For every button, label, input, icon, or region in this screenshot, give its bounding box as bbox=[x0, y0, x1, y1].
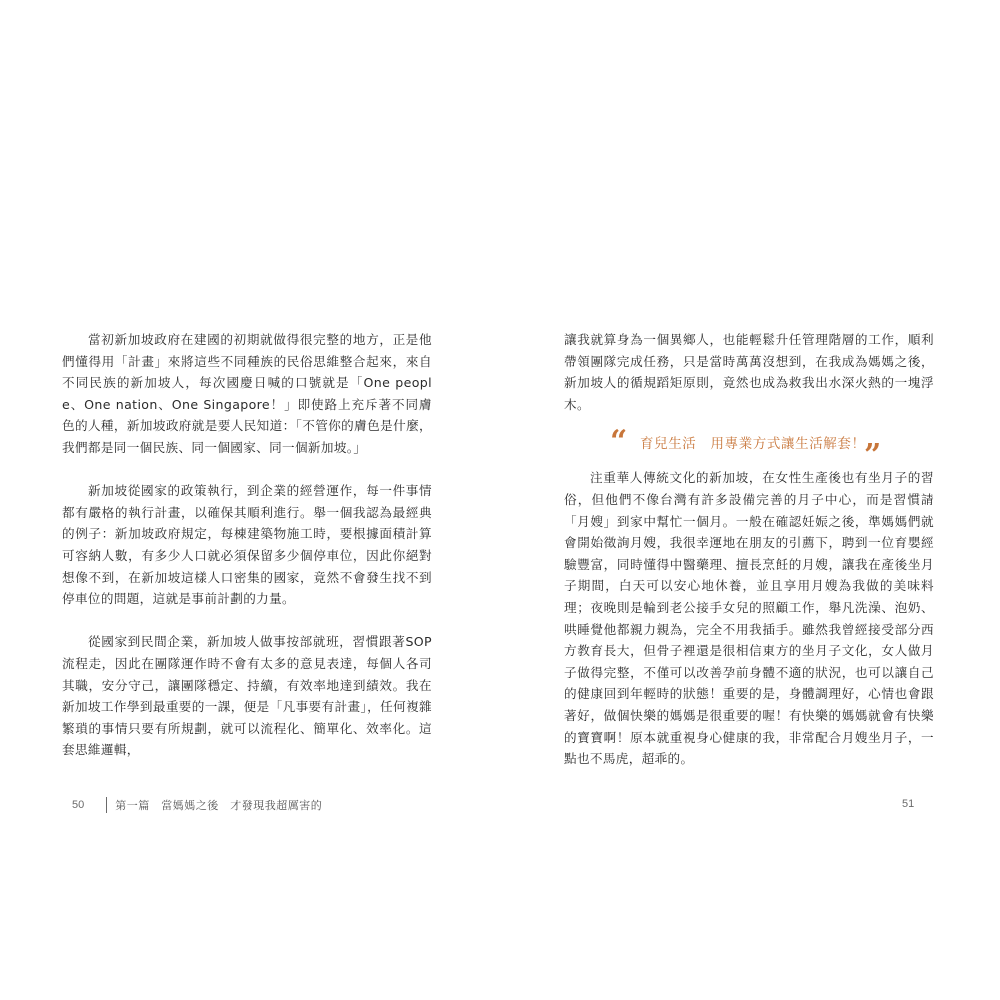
body-paragraph: 新加坡從國家的政策執行，到企業的經營運作，每一件事情都有嚴格的執行計畫，以確保其順利進行。舉一個我認為最經典的例子：新加坡政府規定，每棟建築物施工時，要根據面積計算可容納人數，有多少人口就必須保留多少個停車位，因此你絕對想像不到，在新加坡這樣人口密集的國家，竟然不會發生找不到停車位的問題，這就是事前計劃的力量。 bbox=[62, 483, 432, 607]
subheading-text: 育兒生活 用專業方式讓生活解套！ bbox=[640, 436, 866, 453]
page-number: 50 bbox=[72, 799, 85, 811]
footer-divider bbox=[106, 797, 107, 813]
body-paragraph: 讓我就算身為一個異鄉人，也能輕鬆升任管理階層的工作，順利帶領團隊完成任務，只是當時萬萬沒想到，在我成為媽媽之後，新加坡人的循規蹈矩原則，竟然也成為救我出水深火熱的一塊浮木。 bbox=[564, 332, 934, 412]
body-paragraph: 從國家到民間企業，新加坡人做事按部就班，習慣跟著SOP流程走，因此在團隊運作時不會有太多的意見表達，每個人各司其職，安分守己，讓團隊穩定、持續，有效率地達到績效。我在新加坡工作學到最重要的一課，便是「凡事要有計畫」，任何複雜繁瑣的事情只要有所規劃，就可以流程化、簡單化、效率化。這套思維邏輯， bbox=[62, 634, 432, 758]
right-text-column bbox=[564, 329, 934, 770]
close-quote-icon: ” bbox=[864, 438, 882, 474]
right-page bbox=[500, 0, 1000, 1000]
right-page-footer bbox=[902, 797, 928, 810]
open-quote-icon: “ bbox=[610, 424, 628, 460]
page-number: 51 bbox=[902, 798, 915, 810]
body-paragraph: 注重華人傳統文化的新加坡，在女性生產後也有坐月子的習俗，但他們不像台灣有許多設備完善的月子中心，而是習慣請「月嫂」到家中幫忙一個月。一般在確認妊娠之後，準媽媽們就會開始徵詢月嫂，我很幸運地在朋友的引薦下，聘到一位育嬰經驗豐富，同時懂得中醫藥理、擅長烹飪的月嫂，讓我在產後坐月子期間，白天可以安心地休養，並且享用月嫂為我做的美味料理；夜晚則是輪到老公接手女兒的照顧工作，舉凡洗澡、泡奶、哄睡覺他都親力親為，完全不用我插手。雖然我曾經接受部分西方教育長大，但骨子裡還是很相信東方的坐月子文化，女人做月子做得完整，不僅可以改善孕前身體不適的狀況，也可以讓自己的健康回到年輕時的狀態！重要的是，身體調理好，心情也會跟著好，做個快樂的媽媽是很重要的喔！有快樂的媽媽就會有快樂的寶寶啊！原本就重視身心健康的我，非常配合月嫂坐月子，一點也不馬虎，超乖的。 bbox=[564, 470, 934, 767]
left-text-column bbox=[62, 329, 432, 761]
left-page-footer bbox=[72, 797, 322, 813]
section-subheading bbox=[564, 415, 934, 474]
body-paragraph: 當初新加坡政府在建國的初期就做得很完整的地方，正是他們懂得用「計畫」來將這些不同種族的民俗思維整合起來，來自不同民族的新加坡人，每次國慶日喊的口號就是「One people、One nation、One Singapore！」即使路上充斥著不同膚色的人種，新加坡政府就是要人民知道：「不管你的膚色是什麼，我們都是同一個民族、同一個國家、同一個新加坡。」 bbox=[62, 332, 432, 455]
chapter-title: 第一篇 當媽媽之後 才發現我超厲害的 bbox=[115, 799, 323, 812]
